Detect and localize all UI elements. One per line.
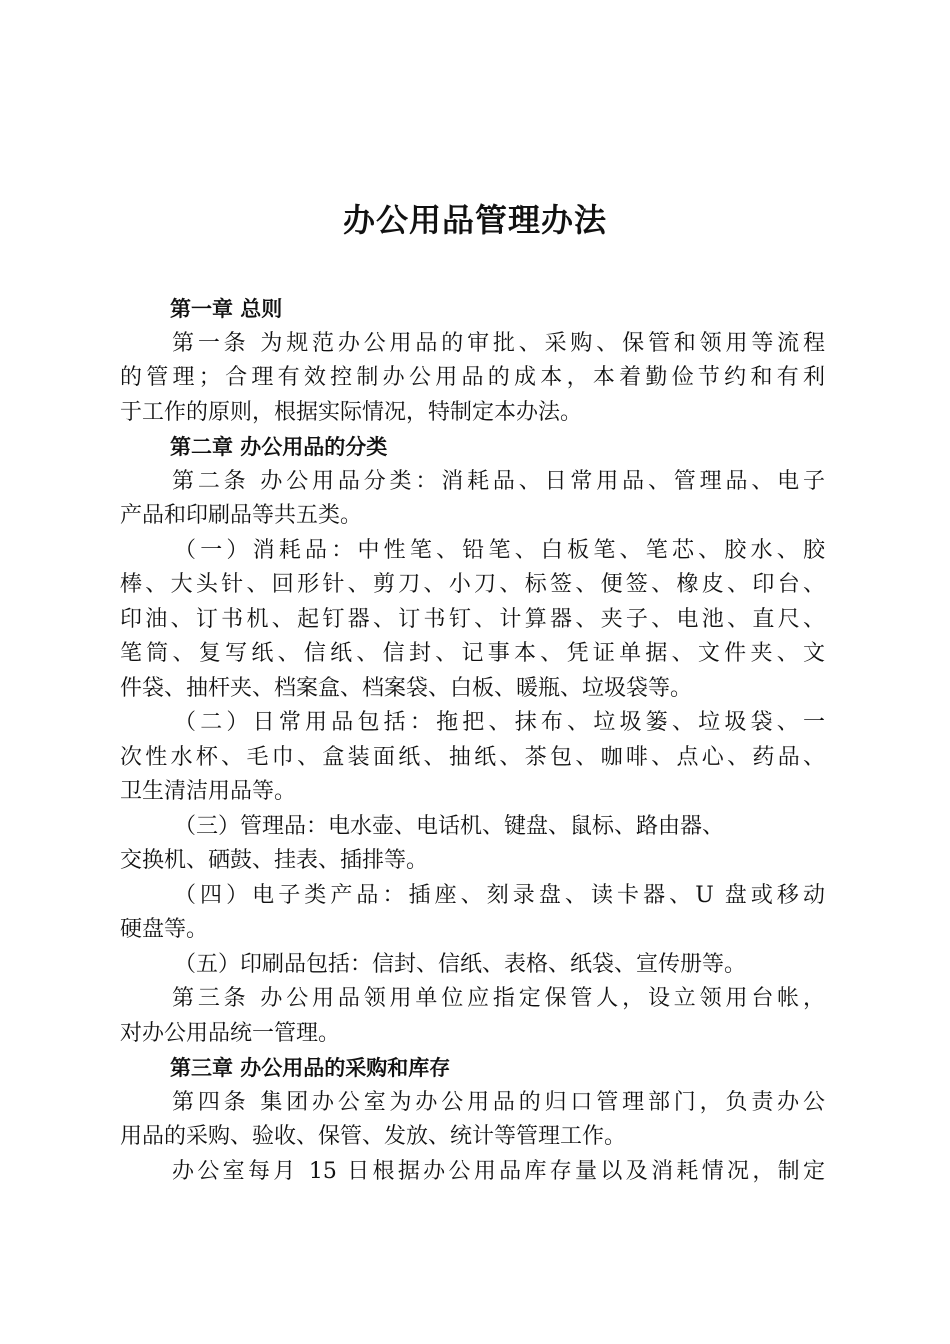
paragraph-line: 棒、大头针、回形针、剪刀、小刀、标签、便签、橡皮、印台、 bbox=[120, 572, 825, 597]
document-title: 办公用品管理办法 bbox=[342, 201, 607, 239]
paragraph-line: 第一条 为规范办公用品的审批、采购、保管和领用等流程 bbox=[172, 330, 825, 356]
paragraph-line: 印油、订书机、起钉器、订书钉、计算器、夹子、电池、直尺、 bbox=[120, 606, 825, 632]
paragraph-line: 对办公用品统一管理。 bbox=[120, 1020, 341, 1046]
chapter-heading: 第三章 办公用品的采购和库存 bbox=[170, 1056, 451, 1080]
paragraph-line: 的管理；合理有效控制办公用品的成本，本着勤俭节约和有利 bbox=[120, 365, 825, 390]
document-body bbox=[120, 292, 825, 1189]
chapter-heading: 第二章 办公用品的分类 bbox=[170, 435, 388, 459]
paragraph-line: 办公室每月 15 日根据办公用品库存量以及消耗情况，制定 bbox=[172, 1158, 825, 1184]
paragraph-line: 第三条 办公用品领用单位应指定保管人，设立领用台帐， bbox=[172, 986, 825, 1011]
paragraph-line: 第二条 办公用品分类：消耗品、日常用品、管理品、电子 bbox=[172, 468, 825, 494]
paragraph-line: 件袋、抽杆夹、档案盒、档案袋、白板、暖瓶、垃圾袋等。 bbox=[120, 675, 693, 701]
paragraph-line: （三）管理品：电水壶、电话机、键盘、鼠标、路由器、 bbox=[174, 813, 725, 839]
paragraph-line: （五）印刷品包括：信封、信纸、表格、纸袋、宣传册等。 bbox=[174, 951, 747, 977]
paragraph-line: 笔筒、复写纸、信纸、信封、记事本、凭证单据、文件夹、文 bbox=[120, 641, 825, 666]
chapter-heading: 第一章 总则 bbox=[170, 297, 283, 321]
paragraph-line: （二）日常用品包括：拖把、抹布、垃圾篓、垃圾袋、一 bbox=[174, 710, 825, 735]
paragraph-line: 产品和印刷品等共五类。 bbox=[120, 503, 363, 528]
paragraph-line: 次性水杯、毛巾、盒装面纸、抽纸、茶包、咖啡、点心、药品、 bbox=[120, 744, 825, 770]
paragraph-line: 第四条 集团办公室为办公用品的归口管理部门，负责办公 bbox=[172, 1089, 825, 1115]
paragraph-line: 于工作的原则，根据实际情况，特制定本办法。 bbox=[120, 399, 583, 425]
paragraph-line: （四）电子类产品：插座、刻录盘、读卡器、U 盘或移动 bbox=[174, 882, 825, 908]
paragraph-line: 卫生清洁用品等。 bbox=[120, 779, 297, 804]
paragraph-line: 用品的采购、验收、保管、发放、统计等管理工作。 bbox=[120, 1124, 627, 1149]
paragraph-line: 硬盘等。 bbox=[120, 917, 209, 942]
paragraph-line: 交换机、硒鼓、挂表、插排等。 bbox=[120, 848, 429, 873]
paragraph-line: （一）消耗品：中性笔、铅笔、白板笔、笔芯、胶水、胶 bbox=[174, 537, 825, 563]
